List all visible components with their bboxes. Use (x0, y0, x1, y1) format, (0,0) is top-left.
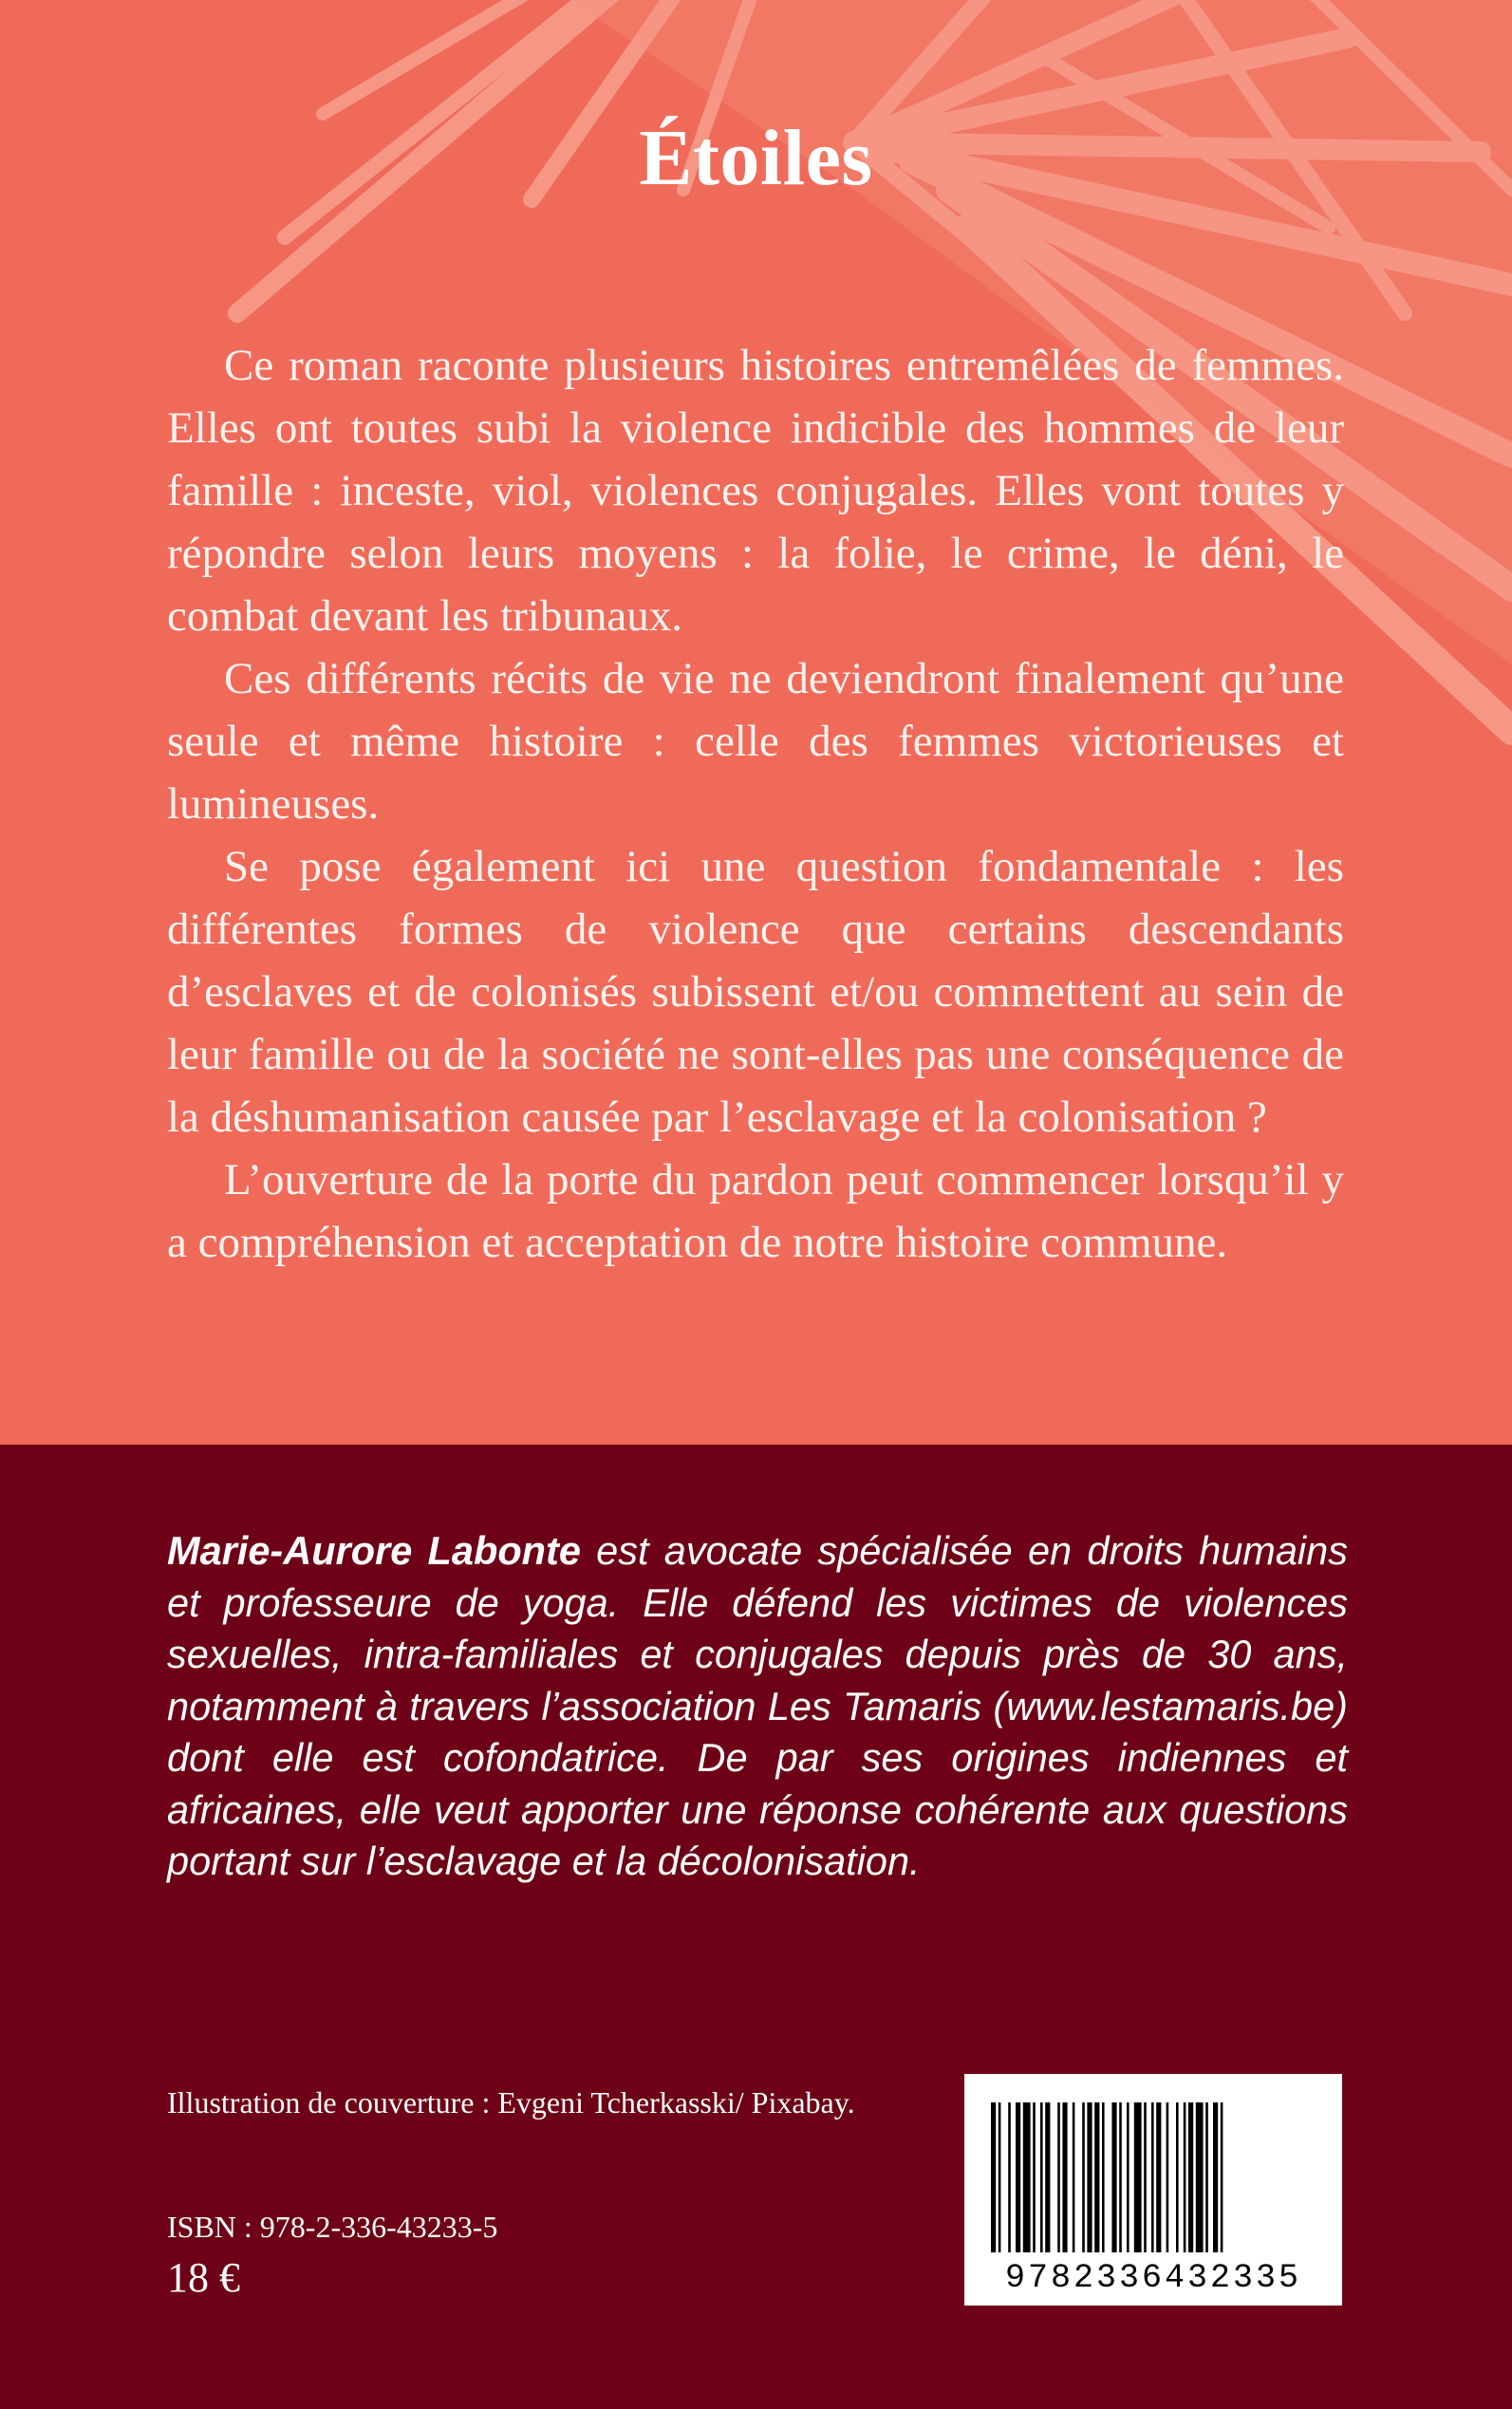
author-name: Marie-Aurore Labonte (167, 1528, 581, 1573)
barcode-bar (1151, 2102, 1154, 2252)
barcode-bar (1184, 2102, 1186, 2252)
barcode-bar (991, 2102, 996, 2252)
synopsis-paragraph: L’ouverture de la porte du pardon peut commencer lorsqu’il y a compréhension et acceptation de notre histoire commune. (167, 1155, 1344, 1267)
synopsis-paragraph: Se pose également ici une question fondamentale : les différentes formes de violence que certains descendants d’esclaves et de colonisés subissent et/ou commettent au sein de leur famille ou de la société ne sont-elles pas une conséquence de la déshumanisation causée par l’esclavage et la colonisation ? (167, 842, 1344, 1142)
barcode-bar (1023, 2102, 1031, 2252)
barcode-bar (1213, 2102, 1218, 2252)
barcode-bar (1176, 2102, 1179, 2252)
barcode (964, 2074, 1342, 2306)
barcode-bar (1205, 2102, 1208, 2252)
author-panel (0, 1445, 1512, 2409)
barcode-bar (1188, 2102, 1193, 2252)
barcode-bar (1102, 2102, 1105, 2252)
author-bio-text: est avocate spécialisée en droits humains et professeure de yoga. Elle défend les victimes de violences sexuelles, intra-familiales et conjugales depuis près de 30 ans, notamment à travers l’association Les Tamaris (www.lestamaris.be) dont elle est cofondatrice. De par ses origines indiennes et africaines, elle veut apporter une réponse cohérente aux questions portant sur l’esclavage et la décolonisation. (167, 1528, 1348, 1883)
barcode-bar (1008, 2102, 1011, 2252)
barcode-bar (1196, 2102, 1204, 2252)
barcode-bar (1119, 2102, 1122, 2252)
author-bio (167, 1525, 1348, 1888)
barcode-bar (1111, 2102, 1116, 2252)
barcode-bar (1057, 2102, 1060, 2252)
barcode-bar (1045, 2102, 1050, 2252)
barcode-bar (1134, 2102, 1142, 2252)
barcode-bar (1144, 2102, 1147, 2252)
barcode-bar (1016, 2102, 1020, 2252)
barcode-bar (1040, 2102, 1043, 2252)
synopsis-paragraph: Ce roman raconte plusieurs histoires entremêlées de femmes. Elles ont toutes subi la violence indicible des hommes de leur famille : inceste, viol, violences conjugales. Elles vont toutes y répondre selon leurs moyens : la folie, le crime, le déni, le combat devant les tribunaux. (167, 341, 1344, 641)
synopsis-text (167, 334, 1344, 1274)
barcode-bar (1062, 2102, 1067, 2252)
barcode-bar (1127, 2102, 1129, 2252)
price: 18 € (167, 2254, 240, 2301)
barcode-bar (1221, 2102, 1223, 2252)
barcode-bar (1033, 2102, 1036, 2252)
barcode-bar (999, 2102, 1001, 2252)
barcode-bar (1094, 2102, 1099, 2252)
barcode-bar (1087, 2102, 1092, 2252)
synopsis-paragraph: Ces différents récits de vie ne deviendront finalement qu’une seule et même histoire : celle des femmes victorieuses et lumineuses. (167, 654, 1344, 829)
barcode-bar (1156, 2102, 1161, 2252)
isbn: ISBN : 978-2-336-43233-5 (167, 2210, 498, 2244)
barcode-bar (1082, 2102, 1085, 2252)
illustration-credit: Illustration de couverture : Evgeni Tcherkasski/ Pixabay. (167, 2085, 855, 2120)
barcode-bar (1167, 2102, 1169, 2252)
barcode-digits: 9782336432335 (1004, 2259, 1302, 2297)
barcode-graphic (964, 2074, 1342, 2306)
barcode-bar (1073, 2102, 1075, 2252)
book-title: Étoiles (639, 114, 873, 202)
